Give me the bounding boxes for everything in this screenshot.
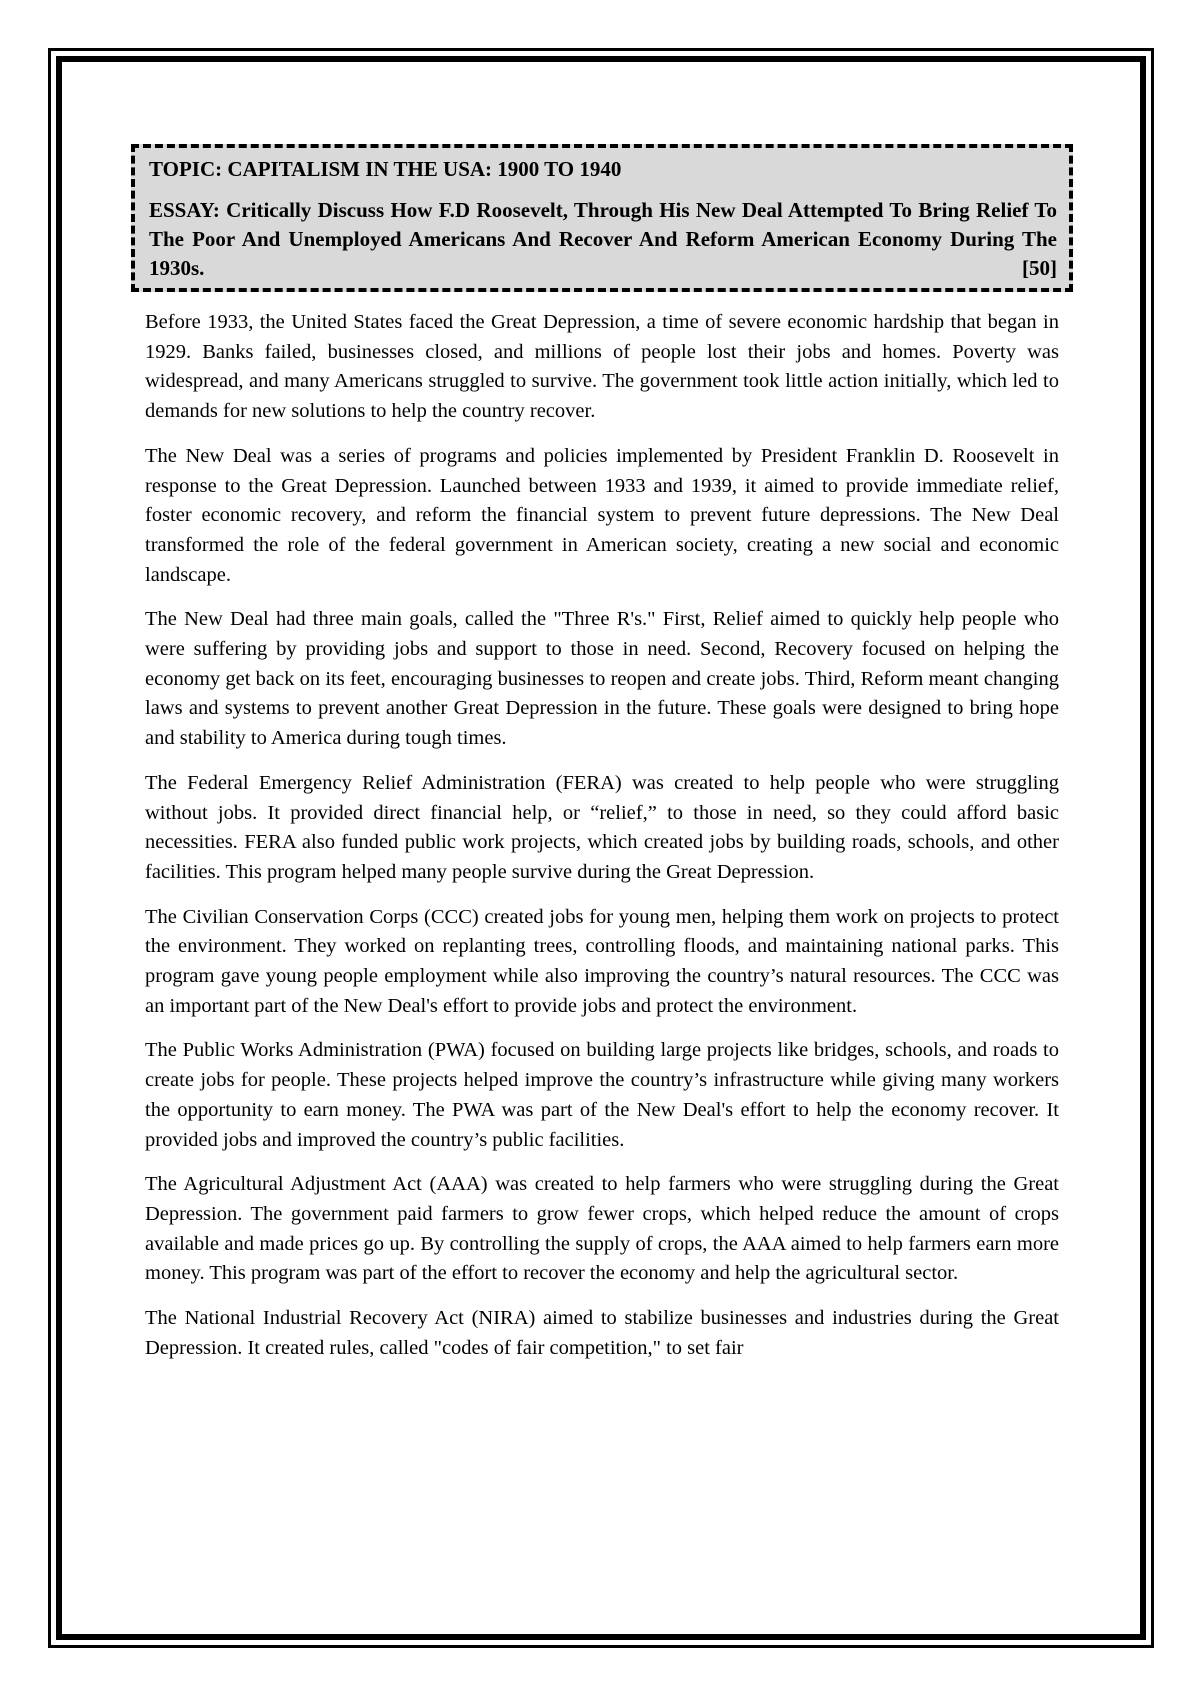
essay-question [149, 196, 1057, 283]
marks-label: [50] [1022, 256, 1057, 280]
paragraph-pwa: The Public Works Administration (PWA) focused on building large projects like bridges, schools, and roads to create jobs for people. These projects helped improve the country’s infrastructure while giving many workers the opportunity to earn money. The PWA was part of the New Deal's effort to help the economy recover. It provided jobs and improved the country’s public facilities. [145, 1039, 1059, 1151]
topic-heading: TOPIC: CAPITALISM IN THE USA: 1900 TO 1940 [149, 157, 622, 181]
essay-body [145, 308, 1059, 1379]
essay-question-text: ESSAY: Critically Discuss How F.D Roosevelt, Through His New Deal Attempted To Bring Relief To The Poor And Unemployed Americans And Recover And Reform American Economy During The 1930s. [149, 198, 1057, 280]
paragraph-intro: Before 1933, the United States faced the Great Depression, a time of severe economic hardship that began in 1929. Banks failed, businesses closed, and millions of people lost their jobs and homes. Poverty was widespread, and many Americans struggled to survive. The government took little action initially, which led to demands for new solutions to help the country recover. [145, 311, 1059, 423]
essay-header-box [131, 144, 1073, 292]
paragraph-new-deal: The New Deal was a series of programs and policies implemented by President Franklin D. Roosevelt in response to the Great Depression. Launched between 1933 and 1939, it aimed to provide immediate relief, foster economic recovery, and reform the financial system to prevent future depressions. The New Deal transformed the role of the federal government in American society, creating a new social and economic landscape. [145, 444, 1059, 586]
paragraph-nira: The National Industrial Recovery Act (NIRA) aimed to stabilize businesses and industries during the Great Depression. It created rules, called "codes of fair competition," to set fair [145, 1307, 1059, 1359]
paragraph-aaa: The Agricultural Adjustment Act (AAA) was created to help farmers who were struggling during the Great Depression. The government paid farmers to grow fewer crops, which helped reduce the amount of crops available and made prices go up. By controlling the supply of crops, the AAA aimed to help farmers earn more money. This program was part of the effort to recover the economy and help the agricultural sector. [145, 1173, 1059, 1285]
paragraph-ccc: The Civilian Conservation Corps (CCC) created jobs for young men, helping them work on projects to protect the environment. They worked on replanting trees, controlling floods, and maintaining national parks. This program gave young people employment while also improving the country’s natural resources. The CCC was an important part of the New Deal's effort to provide jobs and protect the environment. [145, 905, 1059, 1017]
paragraph-three-rs: The New Deal had three main goals, called the "Three R's." First, Relief aimed to quickly help people who were suffering by providing jobs and support to those in need. Second, Recovery focused on helping the economy get back on its feet, encouraging businesses to reopen and create jobs. Third, Reform meant changing laws and systems to prevent another Great Depression in the future. These goals were designed to bring hope and stability to America during tough times. [145, 608, 1059, 750]
paragraph-fera: The Federal Emergency Relief Administration (FERA) was created to help people who were struggling without jobs. It provided direct financial help, or “relief,” to those in need, so they could afford basic necessities. FERA also funded public work projects, which created jobs by building roads, schools, and other facilities. This program helped many people survive during the Great Depression. [145, 771, 1059, 883]
